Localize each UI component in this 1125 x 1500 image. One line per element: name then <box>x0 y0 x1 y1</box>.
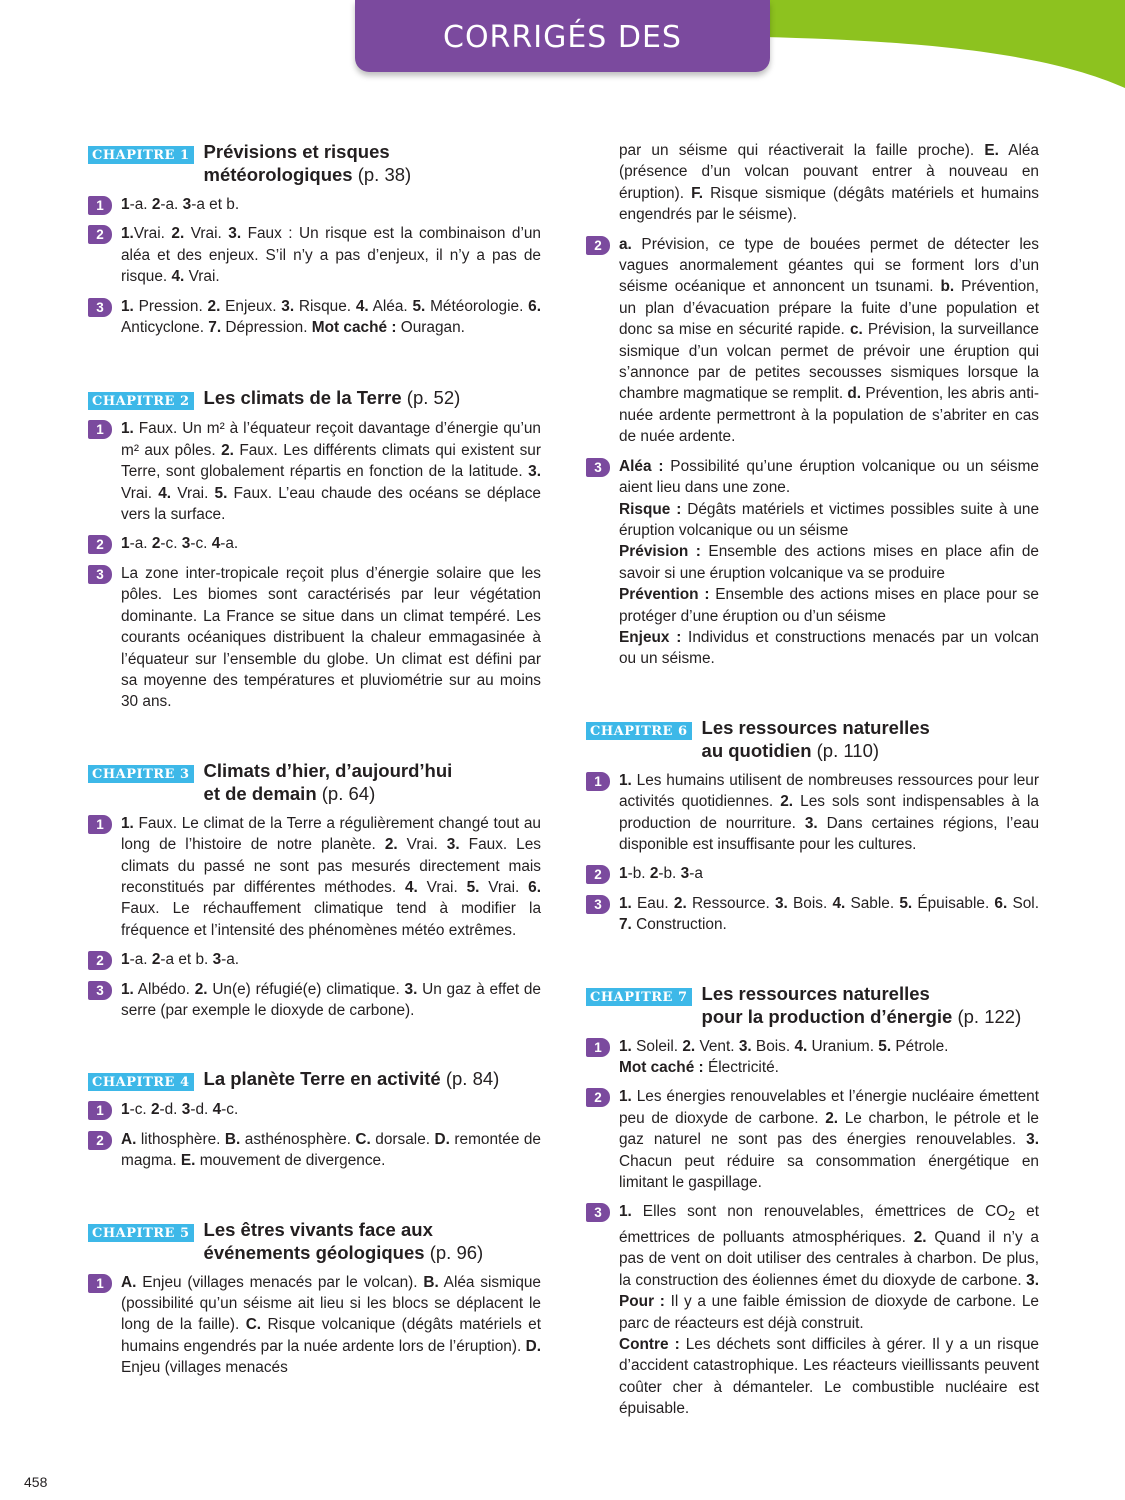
left-column <box>88 140 543 1387</box>
chapter-title-line: Climats d’hier, d’aujourd’hui <box>203 759 453 781</box>
exercise-number-badge: 1 <box>586 772 610 791</box>
chapter-title <box>204 759 453 805</box>
exercise-number-badge: 1 <box>88 1101 112 1120</box>
exercise-answer-text: 1-a. 2-a et b. 3-a. <box>121 951 240 969</box>
exercise-number-badge: 1 <box>88 1274 112 1293</box>
exercise-number-badge: 3 <box>88 981 112 1000</box>
exercise-answer-text: 1. Elles sont non renouvelables, émettrices de $CO_2$ et émettrices de polluants atmosphériques. 2. Quand il n’y a pas de vent on doit utiliser des centrales à charbon. De plus, la construction des éoliennes émet du dioxyde de carbone. 3. Pour : Il y a une faible émission de dioxyde de carbone. Le parc de réacteurs est déjà construit. Contre : Les déchets sont difficiles à gérer. Il y a un risque d’accident catastrophique. Les réacteurs vieillissants peuvent coûter cher à démanteler. Le combustible nucléaire est épuisable. <box>619 1203 1039 1418</box>
page-header-title: CORRIGÉS DES EXERCICES <box>355 0 770 72</box>
chapter-page-ref: (p. 122) <box>952 1005 1022 1027</box>
chapter-section <box>88 386 543 712</box>
exercise-number-badge: 2 <box>586 1088 610 1107</box>
exercise-answer <box>88 1099 543 1120</box>
chapter-answers <box>586 770 1041 936</box>
exercise-answer <box>88 223 543 287</box>
chapter-answers <box>88 1099 543 1171</box>
chapter-heading <box>88 759 543 805</box>
chapter-title-line: Prévisions et risques <box>203 141 390 162</box>
exercise-number-badge: 2 <box>88 225 112 244</box>
chapter-section <box>586 982 1041 1420</box>
chapter-section <box>586 716 1041 936</box>
chapter-page-ref: (p. 52) <box>401 387 461 409</box>
exercise-answer-text: La zone inter-tropicale reçoit plus d’énergie solaire que les pôles. Les biomes sont caractérisés par leur végétation dominante. La France se situe dans un climat tempéré. Les courants océaniques distribuent la chaleur emmagasinée à l’équateur sur l’ensemble du globe. Un climat est défini par sa moyenne des températures et pluviométrie sur au moins 30 ans. <box>121 564 541 711</box>
exercise-answer <box>586 893 1041 936</box>
chapter-page-ref: (p. 96) <box>424 1241 484 1263</box>
exercise-number-badge: 3 <box>88 565 112 584</box>
exercise-answer-text: 1. Les humains utilisent de nombreuses ressources pour leur activités quotidiennes. 2. Les sols sont indispensables à la production de nourriture. 3. Dans certaines régions, l’eau disponible est insuffisante pour les cultures. <box>619 771 1039 853</box>
exercise-answer <box>88 813 543 941</box>
exercise-answer <box>88 563 543 713</box>
chapter-title <box>204 1067 500 1090</box>
chapter-title <box>204 386 461 409</box>
chapter-heading <box>586 716 1041 762</box>
chapter-title-line: au quotidien (p. 110) <box>701 739 880 761</box>
chapter-page-ref: (p. 38) <box>352 164 412 185</box>
exercise-number-badge: 2 <box>586 865 610 884</box>
chapter-5-continuation: par un séisme qui réactiverait la faille proche). E. Aléa (présence d’un volcan pouvant entrer à nouveau en éruption). F. Risque sismique (dégâts matériels et humains engendrés par le séisme). <box>619 142 1039 224</box>
chapter-answers <box>586 1036 1041 1420</box>
exercise-answer <box>586 863 1041 884</box>
chapter-answers <box>88 418 543 712</box>
chapter-title <box>204 1218 484 1264</box>
exercise-answer <box>88 296 543 339</box>
chapter-title <box>702 982 1022 1028</box>
chapter-title-line: Les êtres vivants face aux <box>203 1218 433 1240</box>
chapter-answers <box>88 1272 543 1379</box>
exercise-answer <box>586 234 1041 448</box>
chapter-badge: CHAPITRE 1 <box>88 146 194 164</box>
chapter-badge: CHAPITRE 6 <box>586 722 692 740</box>
exercise-answer-text: 1. Albédo. 2. Un(e) réfugié(e) climatique. 3. Un gaz à effet de serre (par exemple le dioxyde de carbone). <box>121 980 541 1019</box>
exercise-number-badge: 3 <box>586 895 610 914</box>
page-number: 458 <box>24 1474 48 1490</box>
chapter-title-line: événements géologiques (p. 96) <box>203 1241 484 1263</box>
exercise-answer-text: 1. Les énergies renouvelables et l’énergie nucléaire émettent peu de dioxyde de carbone. 2. Le charbon, le pétrole et le gaz naturel ne sont pas des énergies renouvelables. 3. Chacun peut réduire sa consommation énergétique en limitant le gaspillage. <box>619 1088 1039 1192</box>
exercise-number-badge: 1 <box>586 1038 610 1057</box>
chapter-section <box>88 1067 543 1171</box>
chapter-title-line: La planète Terre en activité (p. 84) <box>203 1068 500 1090</box>
exercise-answer <box>88 1129 543 1172</box>
chapter-heading <box>88 140 543 186</box>
chapter-title-line: Les ressources naturelles <box>701 982 930 1004</box>
exercise-number-badge: 3 <box>88 298 112 317</box>
chapter-page-ref: (p. 84) <box>440 1068 500 1090</box>
exercise-number-badge: 3 <box>586 1203 610 1222</box>
chapter-heading <box>88 1067 543 1091</box>
exercise-answer-text: 1-c. 2-d. 3-d. 4-c. <box>121 1101 239 1119</box>
exercise-answer-text: A. Enjeu (villages menacés par le volcan). B. Aléa sismique (possibilité qu’un séisme ait lieu si les blocs se déplacent le long de la faille). C. Risque volcanique (dégâts matériels et humains engendrés par la nuée ardente lors de l’éruption). D. Enjeu (villages menacés <box>121 1273 541 1377</box>
chapter-title-line: météorologiques (p. 38) <box>203 164 412 185</box>
chapter-title <box>204 140 412 186</box>
exercise-answer <box>88 979 543 1022</box>
right-column <box>586 140 1041 1428</box>
chapter-heading <box>586 982 1041 1028</box>
exercise-answer <box>586 770 1041 856</box>
exercise-number-badge: 1 <box>88 196 112 215</box>
chapter-title-line: Les climats de la Terre (p. 52) <box>203 387 461 409</box>
exercise-answer-text: 1. Pression. 2. Enjeux. 3. Risque. 4. Aléa. 5. Météorologie. 6. Anticyclone. 7. Dépression. Mot caché : Ouragan. <box>121 297 541 337</box>
chapter-answers <box>88 813 543 1022</box>
exercise-answer-text: 1. Faux. Un m² à l’équateur reçoit davantage d’énergie qu’un m² aux pôles. 2. Faux. Les différents climats qui existent sur Terre, sont globalement répartis en fonction de la latitude. 3. Vrai. 4. Vrai. 5. Faux. L’eau chaude des océans se déplace vers la surface. <box>121 420 541 524</box>
chapter-title-line: pour la production d’énergie (p. 122) <box>701 1005 1022 1027</box>
exercise-answer-text: 1. Faux. Le climat de la Terre a régulièrement changé tout au long de l’histoire de notre planète. 2. Vrai. 3. Faux. Les climats du passé ne sont pas mesurés directement mais reconstitués par différentes méthodes. 4. Vrai. 5. Vrai. 6. Faux. Le réchauffement climatique tend à modifier la fréquence et l’intensité des phénomènes météo extrêmes. <box>121 814 542 939</box>
exercise-answer-text: A. lithosphère. B. asthénosphère. C. dorsale. D. remontée de magma. E. mouvement de divergence. <box>121 1130 541 1170</box>
chapter-answers <box>88 194 543 338</box>
chapter-title-line: Les ressources naturelles <box>701 716 930 738</box>
exercise-answer-text: 1.Vrai. 2. Vrai. 3. Faux : Un risque est la combinaison d’un aléa et des enjeux. S’il n’y a pas d’enjeux, il n’y a pas de risque. 4. Vrai. <box>121 225 541 286</box>
exercise-answer <box>88 533 543 554</box>
exercise-answer <box>88 194 543 215</box>
exercise-answer-text: 1. Eau. 2. Ressource. 3. Bois. 4. Sable. 5. Épuisable. 6. Sol. 7. Construction. <box>619 894 1039 934</box>
exercise-number-badge: 2 <box>88 535 112 554</box>
chapter-badge: CHAPITRE 3 <box>88 765 194 783</box>
exercise-answer-text: 1-a. 2-a. 3-a et b. <box>121 196 240 213</box>
exercise-answer-text: 1-a. 2-c. 3-c. 4-a. <box>121 535 239 553</box>
exercise-number-badge: 2 <box>88 1131 112 1150</box>
exercise-answer <box>88 1272 543 1379</box>
chapter-badge: CHAPITRE 7 <box>586 988 692 1006</box>
chapter-page-ref: (p. 64) <box>316 782 376 804</box>
exercise-number-badge: 2 <box>88 951 112 970</box>
chapter-section <box>88 140 543 338</box>
chapter-badge: CHAPITRE 2 <box>88 392 194 410</box>
exercise-number-badge: 2 <box>586 236 610 255</box>
exercise-answer-text: 1-b. 2-b. 3-a <box>619 865 703 883</box>
chapter-badge: CHAPITRE 5 <box>88 1224 194 1242</box>
chapter-badge: CHAPITRE 4 <box>88 1073 194 1091</box>
exercise-number-badge: 1 <box>88 420 112 439</box>
exercise-answer <box>88 418 543 525</box>
chapter-title-line: et de demain (p. 64) <box>203 782 376 804</box>
exercise-answer-text: Aléa : Possibilité qu’une éruption volcanique ou un séisme aient lieu dans une zone. Risque : Dégâts matériels et victimes possibles suite à une éruption volcanique ou un séisme Prévision : Ensemble des actions mises en place afin de savoir si une éruption volcanique va se produire Prévention : Ensemble des actions mises en place pour se protéger d’une éruption ou d’un séisme Enjeux : Individus et constructions menacés par un volcan ou un séisme. <box>619 457 1040 668</box>
exercise-answer-text: a. Prévision, ce type de bouées permet de détecter les vagues anormalement géantes qui se forment lors d’un séisme océanique et annoncent un tsunami. b. Prévention, un plan d’évacuation prépare la fuite d’une population et donc sa mise en sécurité rapide. c. Prévision, la surveillance sismique d’un volcan permet de prévoir une éruption qui s’annonce par de petites secousses sismiques lorsque la chambre magmatique se remplit. d. Prévention, les abris anti-nuée ardente permettront à la population de s’abriter en cas de nuée ardente. <box>619 235 1040 446</box>
exercise-answer-text: 1. Soleil. 2. Vent. 3. Bois. 4. Uranium. 5. Pétrole. Mot caché : Électricité. <box>619 1037 949 1076</box>
exercise-answer <box>586 456 1041 670</box>
exercise-answer <box>586 1201 1041 1419</box>
exercise-answer <box>88 949 543 970</box>
chapter-section <box>88 1218 543 1379</box>
chapter-heading <box>88 1218 543 1264</box>
exercise-answer <box>586 1036 1041 1079</box>
chapter-heading <box>88 386 543 410</box>
exercise-answer <box>586 1086 1041 1193</box>
chapter-section <box>88 759 543 1022</box>
exercise-number-badge: 3 <box>586 458 610 477</box>
exercise-number-badge: 1 <box>88 815 112 834</box>
chapter-page-ref: (p. 110) <box>811 739 880 761</box>
chapter-title <box>702 716 930 762</box>
